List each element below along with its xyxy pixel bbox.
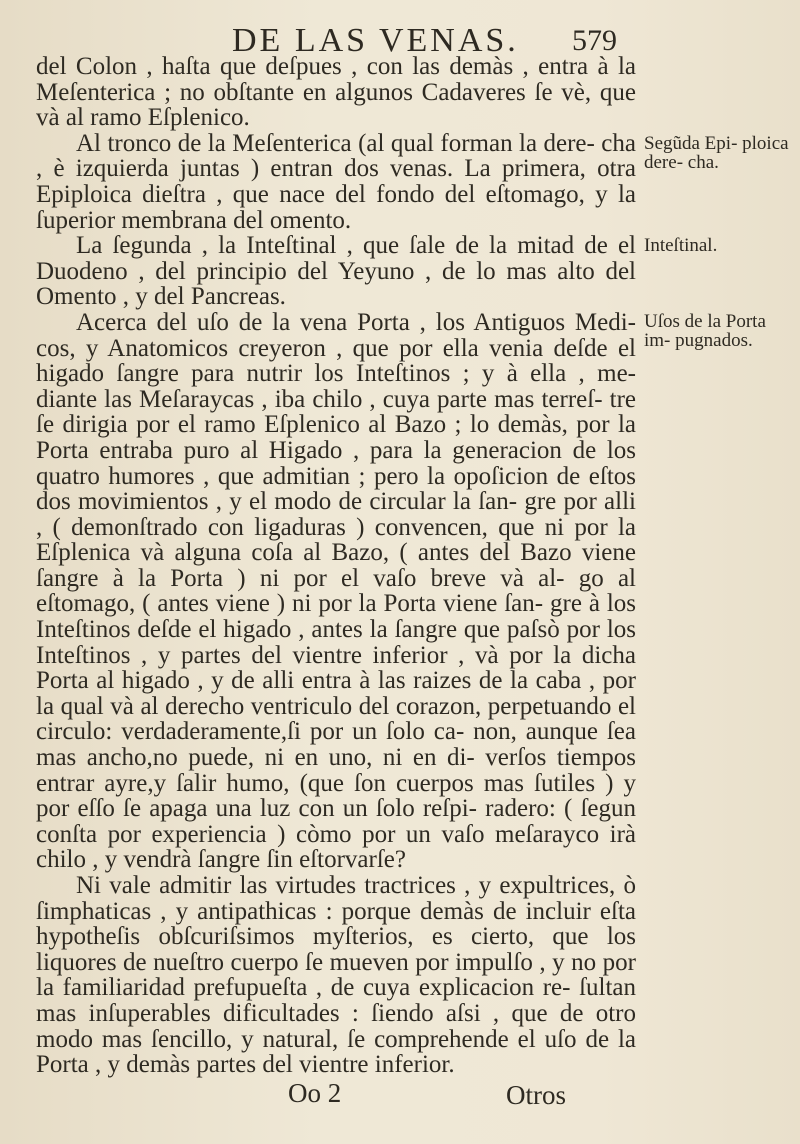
margin-note-intestinal: Inteſtinal.	[644, 235, 718, 256]
catchword: Otros	[506, 1080, 566, 1110]
paragraph-2: Al tronco de la Meſenterica (al qual forman la dere- cha , è izquierda juntas ) entran dos venas. La primera, otra Epiploica dieſtra , que nace del fondo del eſtomago, y la ſuperior membrana del omento.	[36, 129, 636, 234]
margin-note-usos-porta: Uſos de la Porta im- pugnados.	[644, 311, 766, 351]
signature-mark: Oo 2	[288, 1078, 342, 1108]
margin-note-epiploica: Segũda Epi- ploica dere- cha.	[644, 133, 789, 173]
body-text	[36, 54, 636, 1078]
paragraph-1: del Colon , haſta que deſpues , con las demàs , entra à la Meſenterica ; no obſtante en algunos Cadaveres ſe vè, que và al ramo Eſplenico.	[36, 53, 636, 132]
paragraph-5: Ni vale admitir las virtudes tractrices , y expultrices, ò ſimphaticas , y antipathicas : porque demàs de incluir eſta hypotheſis obſcuriſsimos myſterios, es cierto, que los liquores de nueſtro cuerpo ſe mueven por impulſo , y no por la familiaridad prefupueſta , de cuya explicacion re- ſultan mas inſuperables dificultades : ſiendo aſsi , que de otro modo mas ſencillo, y natural, ſe comprehende el uſo de la Porta , y demàs partes del vientre inferior.	[36, 872, 636, 1079]
paragraph-3: La ſegunda , la Inteſtinal , que ſale de la mitad de el Duodeno , del principio del Yeyuno , de lo mas alto del Omento , y del Pancreas.	[36, 232, 636, 311]
paragraph-4: Acerca del uſo de la vena Porta , los Antiguos Medi- cos, y Anatomicos creyeron , que por ella venia deſde el higado ſangre para nutrir los Inteſtinos ; y à ella , me- diante las Meſaraycas , iba chilo , cuya parte mas terreſ- tre ſe dirigia por el ramo Eſplenico al Bazo ; lo demàs, por la Porta entraba puro al Higado , para la generacion de los quatro humores , que admitian ; pero la opoſicion de eſtos dos movimientos , y el modo de circular la ſan- gre por alli , ( demonſtrado con ligaduras ) convencen, que ni por la Eſplenica và alguna coſa al Bazo, ( antes del Bazo viene ſangre à la Porta ) ni por el vaſo breve và al- go al eſtomago, ( antes viene ) ni por la Porta viene ſan- gre à los Inteſtinos deſde el higado , antes la ſangre que paſsò por los Inteſtinos , y partes del vientre inferior , và por la dicha Porta al higado , y de alli entra à las raizes de la caba , por la qual và al derecho ventriculo del corazon, perpetuando el circulo: verdaderamente,ſi por un ſolo ca- non, aunque ſea mas ancho,no puede, ni en uno, ni en di- verſos tiempos entrar ayre,y ſalir humo, (que ſon cuerpos mas ſutiles ) y por eſſo ſe apaga una luz con un ſolo reſpi- radero: ( ſegun conſta por experiencia ) còmo por un vaſo meſarayco irà chilo , y vendrà ſangre ſin eſtorvarſe?	[36, 308, 636, 874]
running-title: DE LAS VENAS.	[232, 22, 519, 59]
page-footer	[0, 1078, 800, 1118]
page-number: 579	[572, 24, 617, 57]
